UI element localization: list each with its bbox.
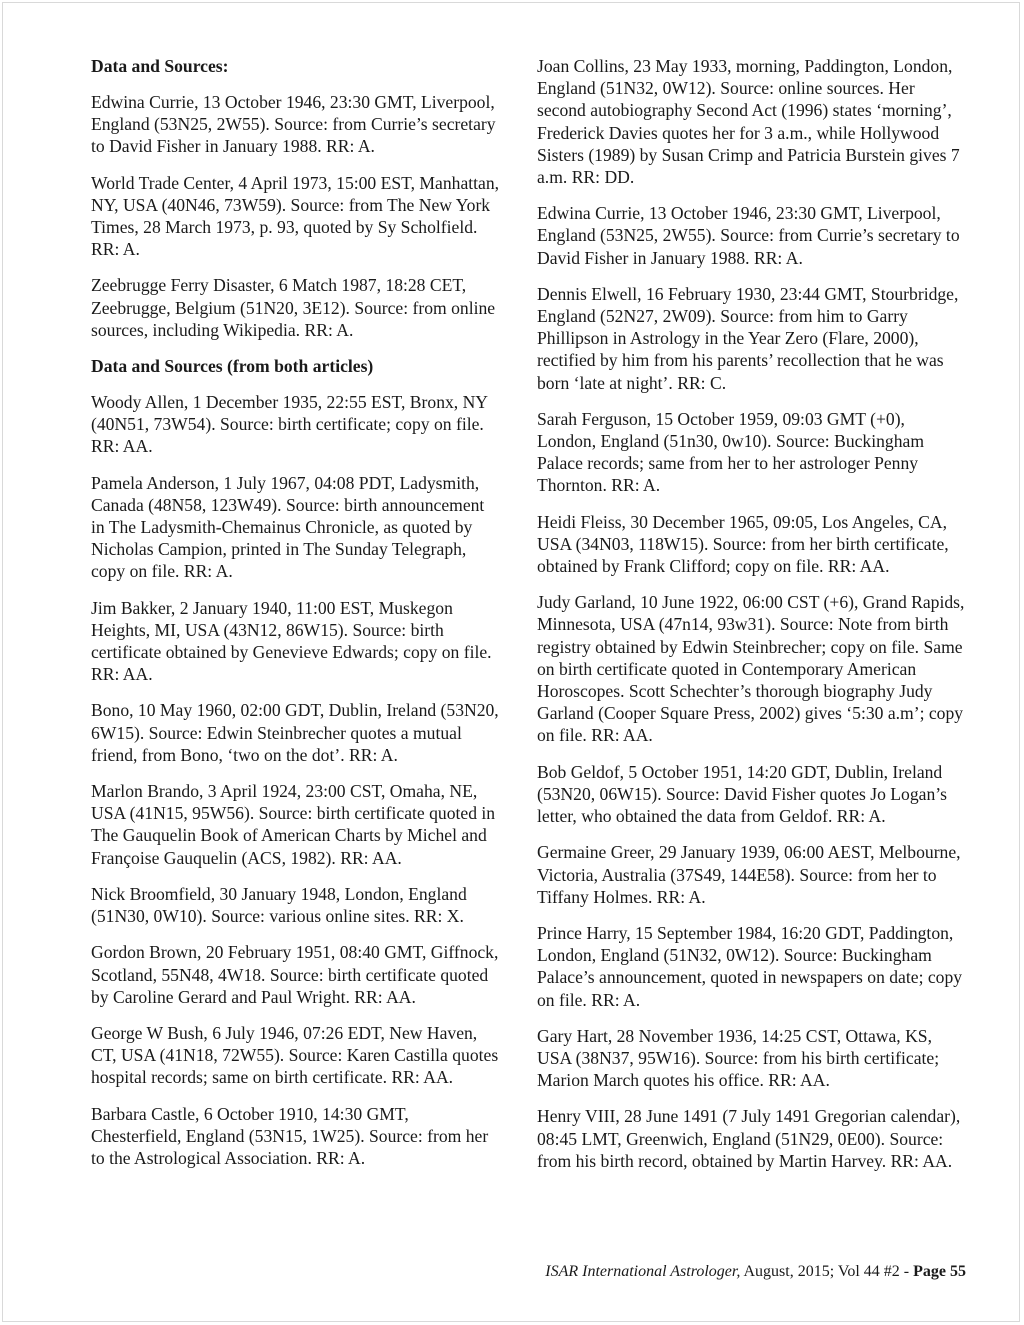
data-entry: World Trade Center, 4 April 1973, 15:00 EST, Manhattan, NY, USA (40N46, 73W59). Source: from The New York Times, 28 March 1973, p. 93, quoted by Sy Scholfield. RR: A. <box>91 172 500 260</box>
data-entry: Edwina Currie, 13 October 1946, 23:30 GMT, Liverpool, England (53N25, 2W55). Source: from Currie’s secretary to David Fisher in January 1988. RR: A. <box>91 92 496 157</box>
data-entry: Barbara Castle, 6 October 1910, 14:30 GMT, Chesterfield, England (53N15, 1W25). Source: from her to the Astrological Association. RR: A. <box>91 1103 489 1168</box>
left-column <box>91 55 501 1183</box>
page-footer <box>545 1262 966 1282</box>
issue-info: August, 2015; Vol 44 #2 - <box>740 1263 914 1280</box>
data-entry: Pamela Anderson, 1 July 1967, 04:08 PDT, Ladysmith, Canada (48N58, 123W49). Source: birth announcement in The Ladysmith-Chemainus Chronicle, as quoted by Nicholas Campion, printed in The Sunday Telegraph, copy on file. RR: A. <box>91 472 485 582</box>
data-entry: Germaine Greer, 29 January 1939, 06:00 AEST, Melbourne, Victoria, Australia (37S49, 144E58). Source: from her to Tiffany Holmes. RR: A. <box>537 842 961 907</box>
section-heading: Data and Sources (from both articles) <box>91 356 374 377</box>
data-entry: Woody Allen, 1 December 1935, 22:55 EST, Bronx, NY (40N51, 73W54). Source: birth certificate; copy on file. RR: AA. <box>91 392 488 457</box>
data-entry: Jim Bakker, 2 January 1940, 11:00 EST, Muskegon Heights, MI, USA (43N12, 86W15). Source: birth certificate obtained by Genevieve Edwards; copy on file. RR: AA. <box>91 597 492 685</box>
page-number: Page 55 <box>913 1263 966 1280</box>
data-entry: Bob Geldof, 5 October 1951, 14:20 GDT, Dublin, Ireland (53N20, 06W15). Source: David Fisher quotes Jo Logan’s letter, who obtained the data from Geldof. RR: A. <box>537 761 947 827</box>
data-entry: Judy Garland, 10 June 1922, 06:00 CST (+6), Grand Rapids, Minnesota, USA (47n14, 93w31). Source: Note from birth registry obtained by Edwin Steinbrecher; copy on file. Same on birth certificate quoted in Contemporary American Horoscopes. Scott Schechter’s thorough biography Judy Garland (Cooper Square Press, 2002) gives ‘5:30 a.m’; copy on file. RR: AA. <box>537 592 965 746</box>
data-entry: Gordon Brown, 20 February 1951, 08:40 GMT, Giffnock, Scotland, 55N48, 4W18. Source: birth certificate quoted by Caroline Gerard and Paul Wright. RR: AA. <box>91 942 499 1007</box>
data-entry: Joan Collins, 23 May 1933, morning, Paddington, London, England (51N32, 0W12). Source: online sources. Her second autobiography Second Act (1996) states ‘morning’, Frederick Davies quotes her for 3 a.m., while Hollywood Sisters (1989) by Susan Crimp and Patricia Burstein gives 7 a.m. RR: DD. <box>537 56 960 188</box>
right-column <box>537 55 965 1186</box>
publication-title: ISAR International Astrologer, <box>545 1263 741 1280</box>
section-heading: Data and Sources: <box>91 56 229 76</box>
data-entry: Marlon Brando, 3 April 1924, 23:00 CST, Omaha, NE, USA (41N15, 95W56). Source: birth certificate quoted in The Gauquelin Book of American Charts by Michel and Françoise Gauquelin (ACS, 1982). RR: AA. <box>91 781 496 868</box>
data-entry: Nick Broomfield, 30 January 1948, London, England (51N30, 0W10). Source: various online sites. RR: X. <box>91 883 467 927</box>
data-entry: Bono, 10 May 1960, 02:00 GDT, Dublin, Ireland (53N20, 6W15). Source: Edwin Steinbrecher quotes a mutual friend, from Bono, ‘two on the dot’. RR: A. <box>91 700 499 765</box>
data-entry: Zeebrugge Ferry Disaster, 6 Match 1987, 18:28 CET, Zeebrugge, Belgium (51N20, 3E12). Source: from online sources, including Wikipedia. RR: A. <box>91 275 496 340</box>
data-entry: Henry VIII, 28 June 1491 (7 July 1491 Gregorian calendar), 08:45 LMT, Greenwich, England (51N29, 0E00). Source: from his birth record, obtained by Martin Harvey. RR: AA. <box>537 1106 961 1171</box>
data-entry: Sarah Ferguson, 15 October 1959, 09:03 GMT (+0), London, England (51n30, 0w10). Source: Buckingham Palace records; same from her to her astrologer Penny Thornton. RR: A. <box>537 408 925 496</box>
data-entry: Gary Hart, 28 November 1936, 14:25 CST, Ottawa, KS, USA (38N37, 95W16). Source: from his birth certificate; Marion March quotes his office. RR: AA. <box>537 1025 940 1091</box>
data-entry: Edwina Currie, 13 October 1946, 23:30 GMT, Liverpool, England (53N25, 2W55). Source: from Currie’s secretary to David Fisher in January 1988. RR: A. <box>537 203 960 268</box>
data-entry: George W Bush, 6 July 1946, 07:26 EDT, New Haven, CT, USA (41N18, 72W55). Source: Karen Castilla quotes hospital records; same on birth certificate. RR: AA. <box>91 1022 499 1088</box>
data-entry: Prince Harry, 15 September 1984, 16:20 GDT, Paddington, London, England (51N32, 0W12). Source: Buckingham Palace’s announcement, quoted in newspapers on date; copy on file. RR: A. <box>537 922 963 1010</box>
data-entry: Heidi Fleiss, 30 December 1965, 09:05, Los Angeles, CA, USA (34N03, 118W15). Source: from her birth certificate, obtained by Frank Clifford; copy on file. RR: AA. <box>537 511 949 577</box>
data-entry: Dennis Elwell, 16 February 1930, 23:44 GMT, Stourbridge, England (52N27, 2W09). Source: from him to Garry Phillipson in Astrology in the Year Zero (Flare, 2000), rectified by him from his parents’ recollection that he was born ‘late at night’. RR: C. <box>537 283 959 393</box>
